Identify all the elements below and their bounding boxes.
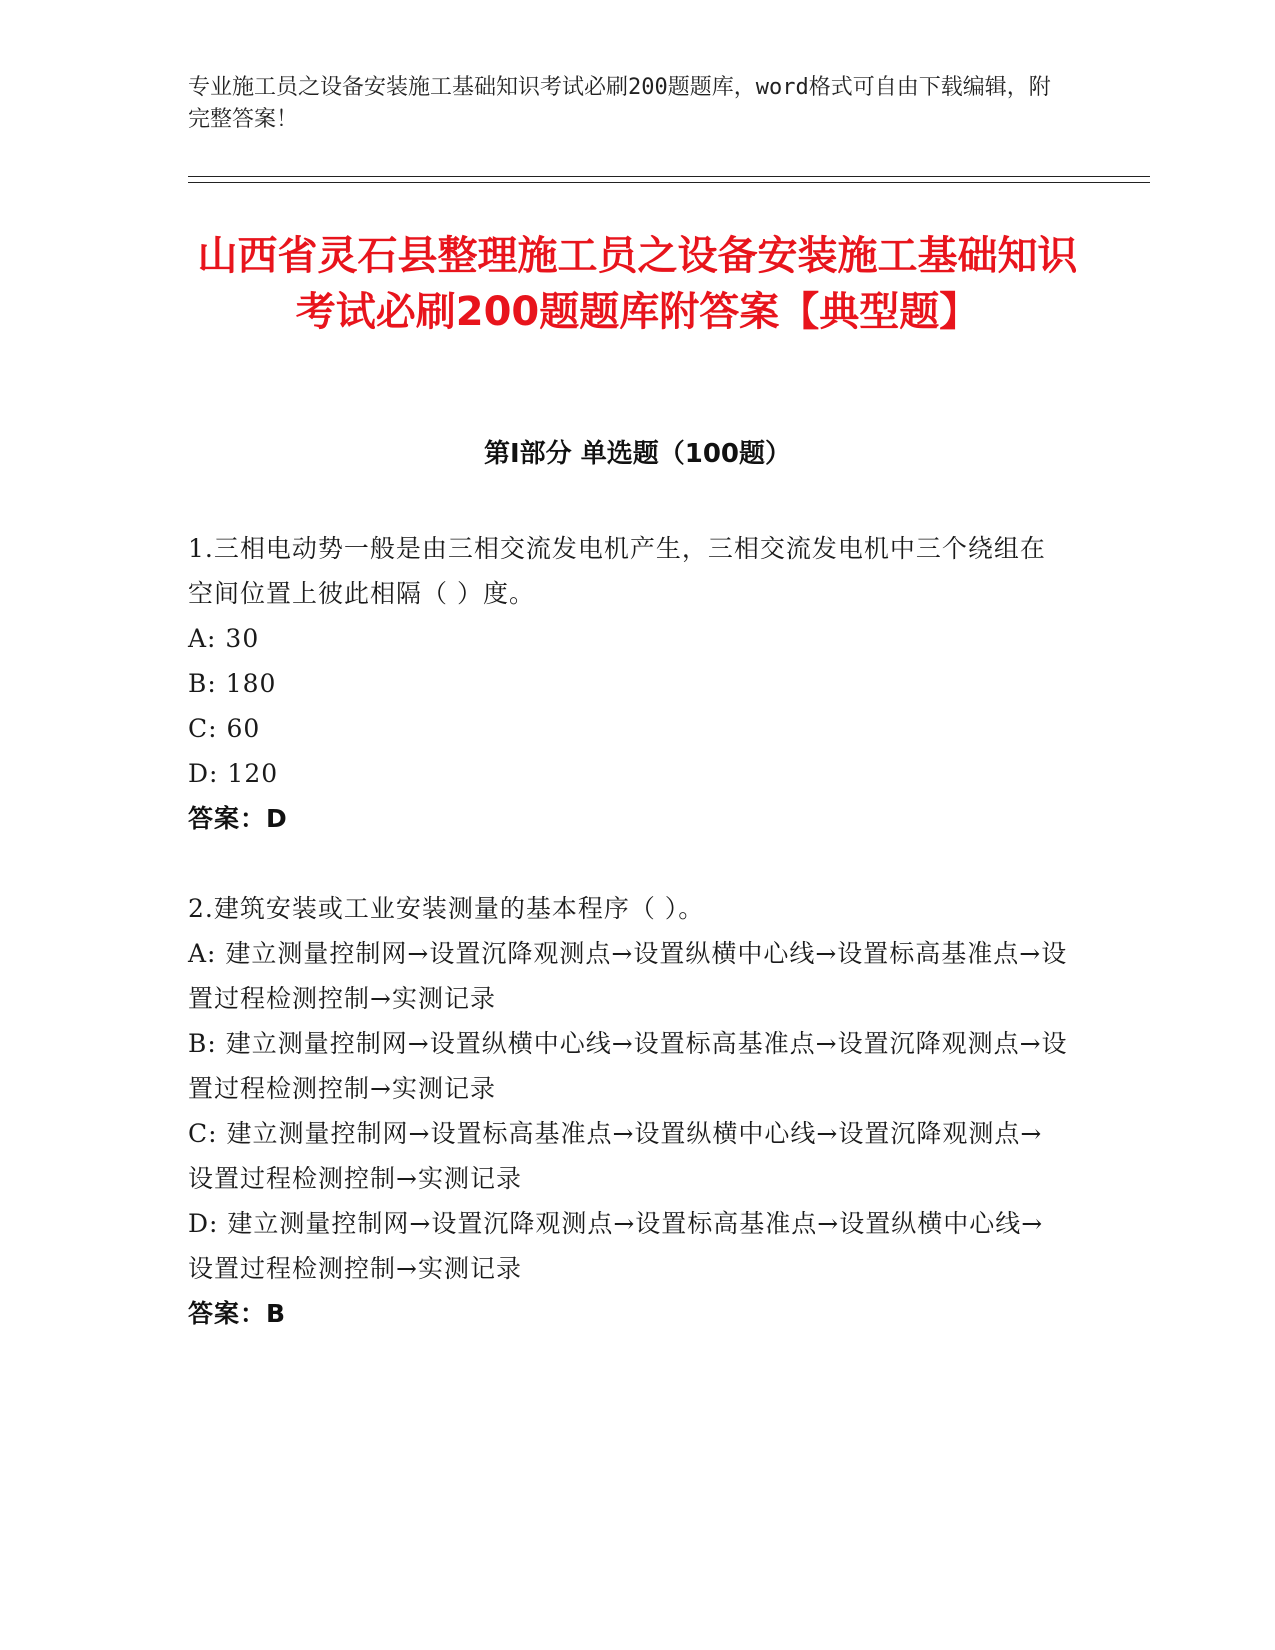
document-title: 山西省灵石县整理施工员之设备安装施工基础知识考试必刷200题题库附答案【典型题】 bbox=[197, 233, 1078, 335]
question-1 bbox=[188, 526, 1068, 841]
answer-line: 答案：D bbox=[188, 804, 288, 833]
section-heading: 第I部分 单选题（100题） bbox=[484, 439, 791, 469]
question-text: 2.建筑安装或工业安装测量的基本程序（ ）。 bbox=[188, 894, 705, 923]
option-c: C: 建立测量控制网→设置标高基准点→设置纵横中心线→设置沉降观测点→设置过程检测控制→实测记录 bbox=[188, 1119, 1043, 1193]
option-b: B: 180 bbox=[188, 669, 277, 698]
option-a: A: 建立测量控制网→设置沉降观测点→设置纵横中心线→设置标高基准点→设置过程检测控制→实测记录 bbox=[188, 939, 1068, 1013]
option-d: D: 建立测量控制网→设置沉降观测点→设置标高基准点→设置纵横中心线→设置过程检测控制→实测记录 bbox=[188, 1209, 1044, 1283]
question-2 bbox=[188, 886, 1068, 1336]
header-divider-top bbox=[188, 176, 1150, 177]
option-d: D: 120 bbox=[188, 759, 279, 788]
option-c: C: 60 bbox=[188, 714, 261, 743]
header-divider-bottom bbox=[188, 182, 1150, 183]
answer-line: 答案：B bbox=[188, 1299, 287, 1328]
option-b: B: 建立测量控制网→设置纵横中心线→设置标高基准点→设置沉降观测点→设置过程检测控制→实测记录 bbox=[188, 1029, 1068, 1103]
option-a: A: 30 bbox=[188, 624, 260, 653]
header-note: 专业施工员之设备安装施工基础知识考试必刷200题题库，word格式可自由下载编辑，附完整答案！ bbox=[188, 75, 1051, 132]
question-text: 1.三相电动势一般是由三相交流发电机产生，三相交流发电机中三个绕组在空间位置上彼此相隔（ ）度。 bbox=[188, 534, 1046, 608]
